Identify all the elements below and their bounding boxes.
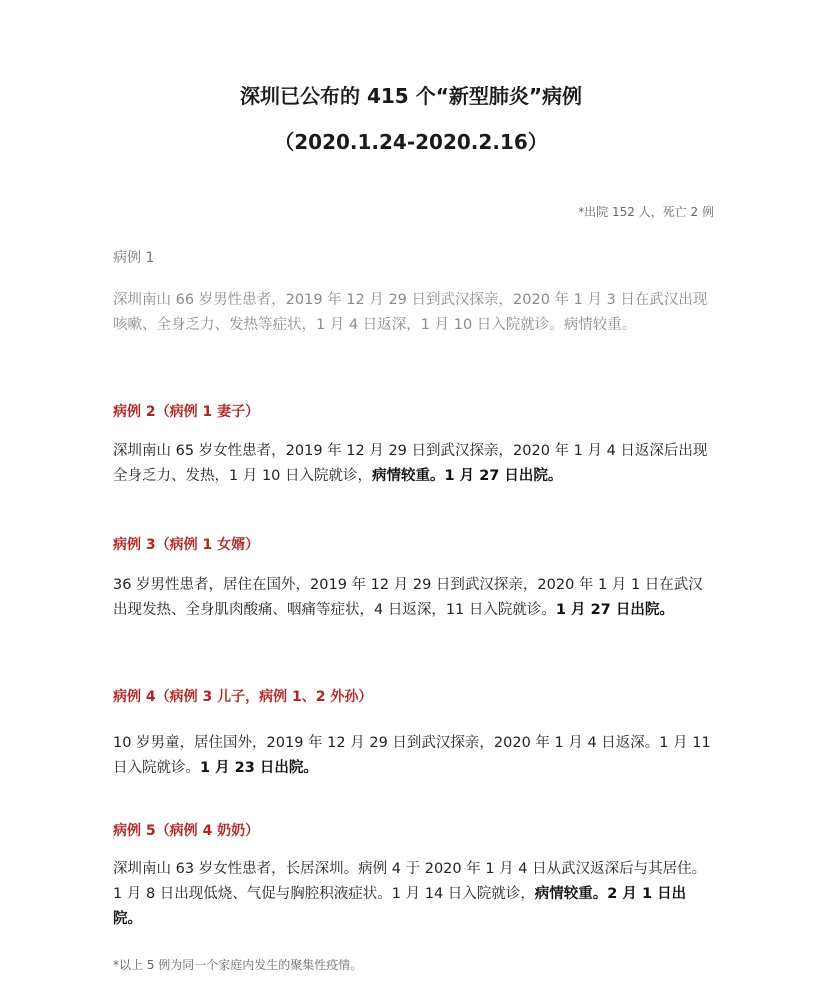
case-5-body: [113, 857, 713, 932]
case-2-text-bold: 病情较重。1 月 27 日出院。: [372, 468, 563, 484]
case-4-text-bold: 1 月 23 日出院。: [200, 760, 318, 776]
case-2-body: [113, 439, 713, 489]
case-1-heading: 病例 1: [113, 250, 155, 266]
case-3-text-bold: 1 月 27 日出院。: [555, 602, 674, 618]
case-4-body: [113, 731, 713, 781]
document-date-range: （2020.1.24-2020.2.16）: [274, 130, 548, 154]
case-3-heading: 病例 3（病例 1 女婿）: [113, 537, 260, 553]
case-1-text: 深圳南山 66 岁男性患者，2019 年 12 月 29 日到武汉探亲，2020 年 1 月 3 日在武汉出现咳嗽、全身乏力、发热等症状，1 月 4 日返深，1 月 10 日入院就诊。病情较重。: [113, 292, 708, 333]
case-5-text: 深圳南山 63 岁女性患者，长居深圳。病例 4 于 2020 年 1 月 4 日从武汉返深后与其居住。1 月 8 日出现低烧、气促与胸腔积液症状。1 月 14 日入院就诊，: [113, 861, 707, 902]
case-1-body: [113, 288, 713, 338]
case-2-heading: 病例 2（病例 1 妻子）: [113, 404, 260, 420]
case-4-text: 10 岁男童，居住国外，2019 年 12 月 29 日到武汉探亲，2020 年 1 月 4 日返深。1 月 11 日入院就诊。: [113, 735, 711, 776]
case-4-heading: 病例 4（病例 3 儿子，病例 1、2 外孙）: [113, 689, 373, 705]
case-2-text: 深圳南山 65 岁女性患者，2019 年 12 月 29 日到武汉探亲，2020 年 1 月 4 日返深后出现全身乏力、发热，1 月 10 日入院就诊，: [113, 443, 708, 484]
summary-note: *出院 152 人，死亡 2 例: [578, 205, 714, 219]
case-3-body: [113, 573, 713, 623]
case-3-text: 36 岁男性患者，居住在国外，2019 年 12 月 29 日到武汉探亲，2020 年 1 月 1 日在武汉出现发热、全身肌肉酸痛、咽痛等症状，4 日返深，11 日入院就诊。: [113, 577, 703, 618]
case-5-text-bold: 病情较重。2 月 1 日出院。: [113, 886, 687, 927]
case-5-heading: 病例 5（病例 4 奶奶）: [113, 823, 260, 839]
document-title: 深圳已公布的 415 个“新型肺炎”病例: [240, 84, 582, 108]
footnote: *以上 5 例为同一个家庭内发生的聚集性疫情。: [113, 958, 363, 972]
